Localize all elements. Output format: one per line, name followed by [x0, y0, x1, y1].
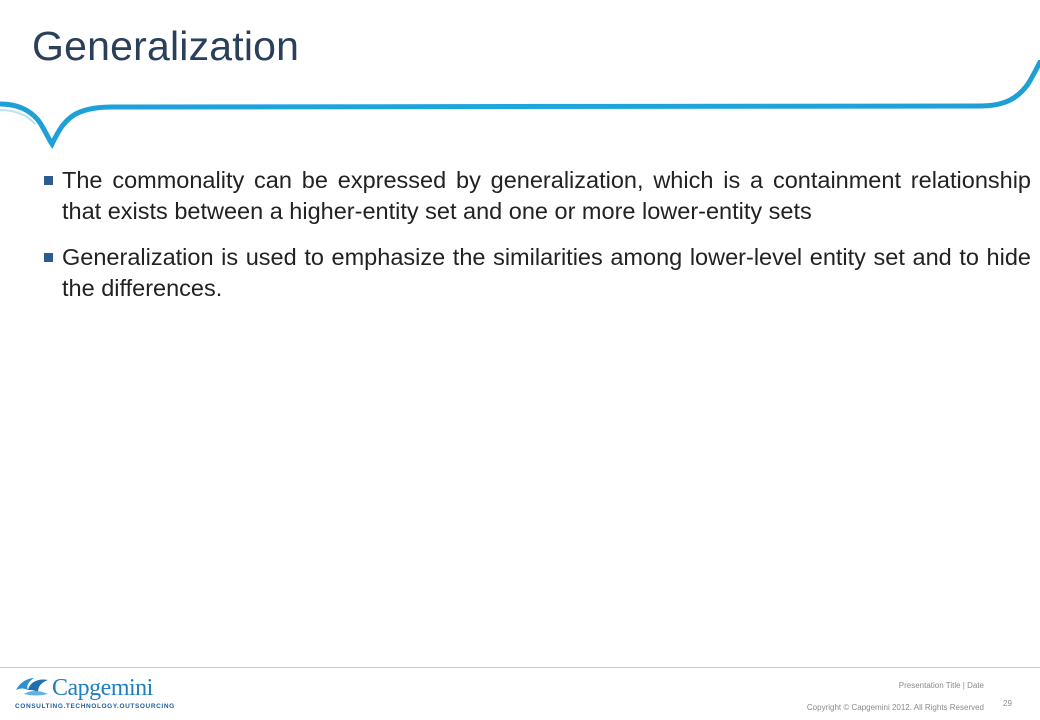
footer-presentation-title: Presentation Title | Date — [898, 681, 984, 690]
bullet-list — [44, 165, 1031, 319]
page-number: 29 — [1003, 699, 1012, 708]
bullet-item — [44, 165, 1031, 226]
header-swoosh — [0, 60, 1040, 170]
footer-copyright: Copyright © Capgemini 2012. All Rights Reserved — [806, 703, 984, 712]
logo-tagline: CONSULTING.TECHNOLOGY.OUTSOURCING — [15, 703, 175, 710]
footer-divider — [0, 667, 1040, 668]
bullet-item — [44, 242, 1031, 303]
logo-wordmark: Capgemini — [52, 675, 153, 701]
square-bullet-icon — [44, 176, 53, 185]
slide-title: Generalization — [32, 23, 300, 69]
square-bullet-icon — [44, 253, 53, 262]
spade-logo-icon — [14, 674, 52, 702]
bullet-text: Generalization is used to emphasize the similarities among lower-level entity set and to hide the differences. — [62, 244, 1031, 301]
capgemini-logo — [14, 674, 184, 714]
bullet-text: The commonality can be expressed by generalization, which is a containment relationship that exists between a higher-entity set and one or more lower-entity sets — [62, 167, 1031, 224]
